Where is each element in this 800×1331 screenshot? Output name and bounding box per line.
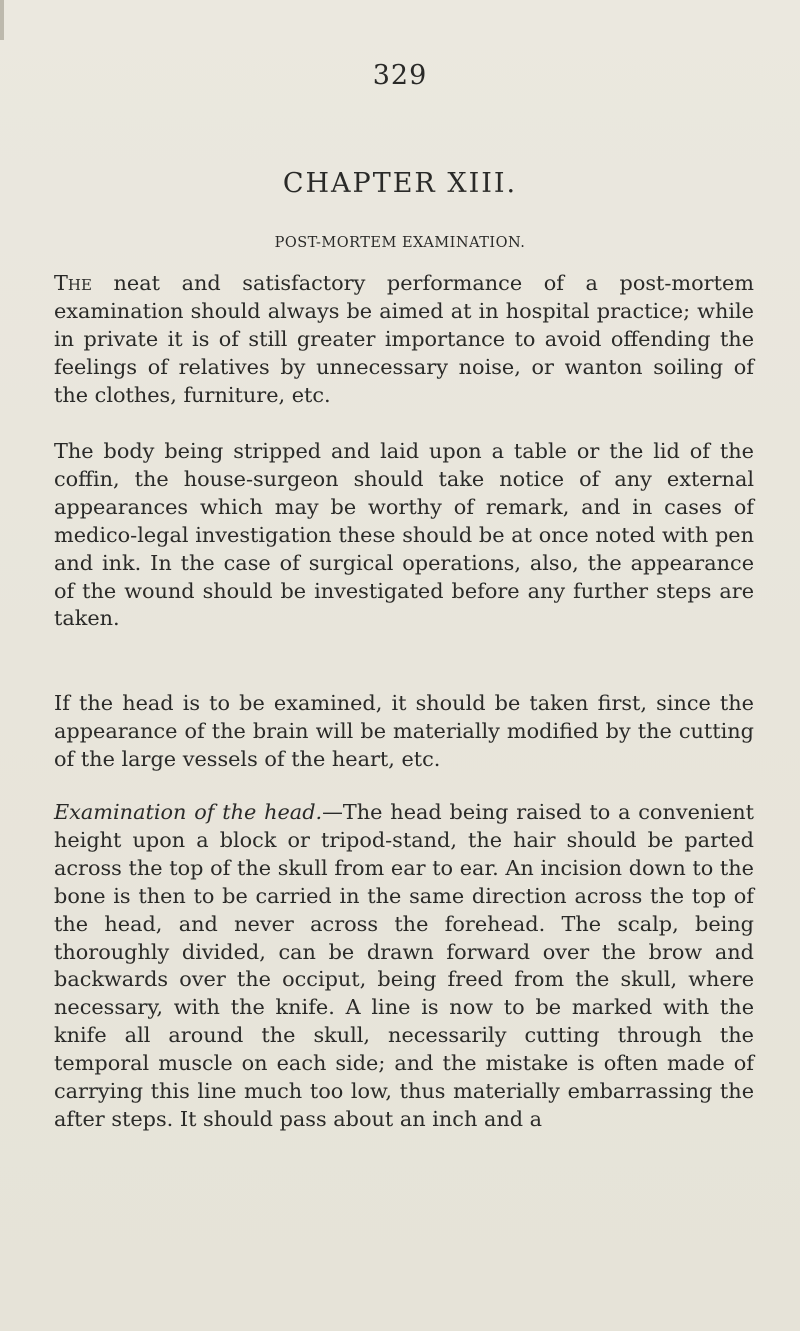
chapter-title: CHAPTER XIII. — [282, 168, 518, 199]
paragraph-text: neat and satisfactory performance of a post-mortem examination should always be aimed at in hospital practice; while in private it is of still greater importance to avoid offending the feelings of relatives by unnecessary noise, or wanton soiling of the clothes, furniture, etc. — [54, 271, 754, 407]
page-edge-shadow — [0, 0, 4, 40]
section-title: POST-MORTEM EXAMINATION. — [274, 235, 526, 251]
paragraph-intro — [54, 270, 754, 410]
paragraph-lead-word: The — [54, 271, 92, 295]
paragraph-text: —The head being raised to a convenient height upon a block or tripod-stand, the hair should be parted across the top of the skull from ear to ear. An incision down to the bone is then to be carried in the same direction across the top of the head, and never across the forehead. The scalp, being thoroughly divided, can be drawn forward over the brow and backwards over the occiput, being freed from the skull, where necessary, with the knife. A line is now to be marked with the knife all around the skull, necessarily cutting through the temporal muscle on each side; and the mistake is often made of carrying this line much too low, thus materially embarrassing the after steps. It should pass about an inch and a — [54, 800, 755, 1131]
paragraph-external-appearances — [54, 438, 754, 633]
paragraph-text: If the head is to be examined, it should be taken first, since the appearance of the brain will be materially modified by the cutting of the large vessels of the heart, etc. — [54, 691, 754, 771]
paragraph-examination-of-head — [54, 799, 754, 1134]
page-number: 329 — [372, 60, 428, 91]
paragraph-heading: Examination of the head. — [54, 800, 323, 824]
paragraph-head-first — [54, 690, 754, 774]
paragraph-text: The body being stripped and laid upon a table or the lid of the coffin, the house-surgeon should take notice of any external appearances which may be worthy of remark, and in cases of medico-legal investigation these should be at once noted with pen and ink. In the case of surgical operations, also, the appearance of the wound should be investigated before any further steps are taken. — [54, 439, 754, 631]
